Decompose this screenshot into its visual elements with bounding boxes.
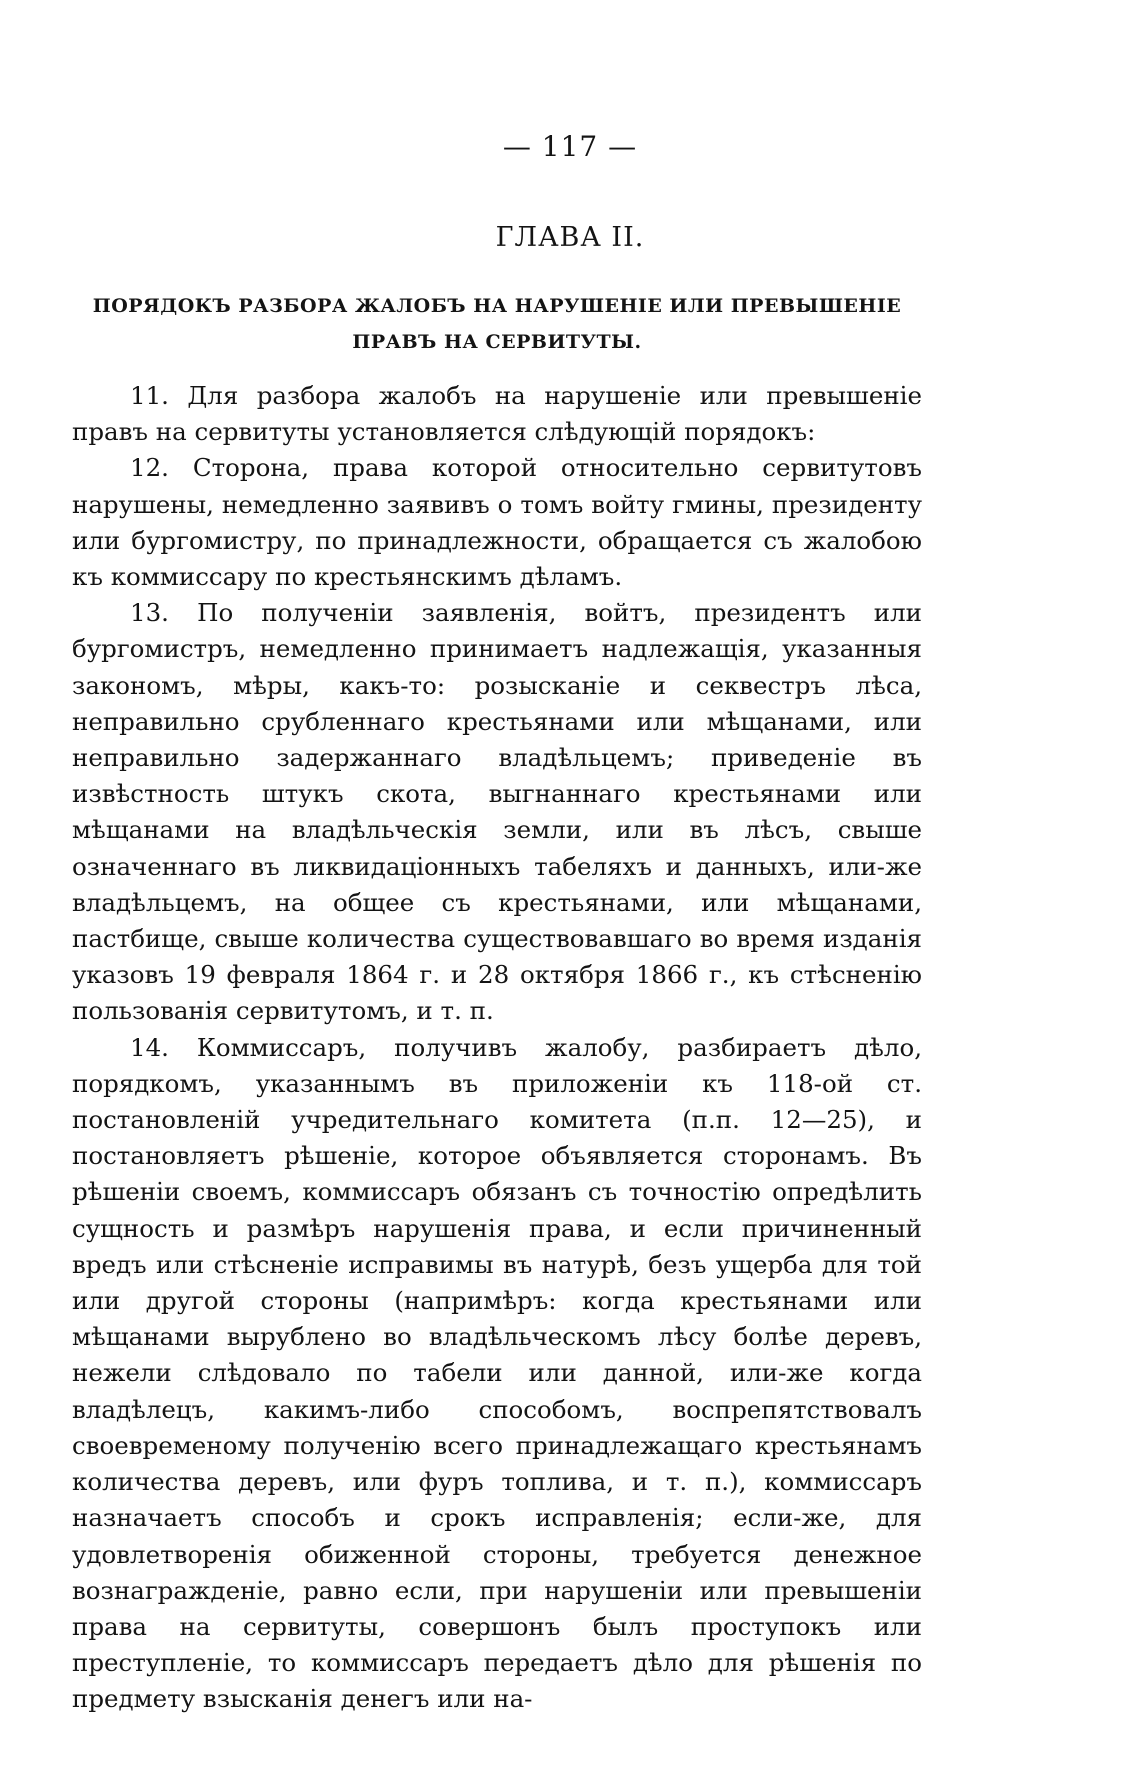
chapter-subtitle: ПОРЯДОКЪ РАЗБОРА ЖАЛОБЪ НА НАРУШЕНІЕ ИЛИ ПРЕВЫШЕНІЕ ПРАВЪ НА СЕРВИТУТЫ. xyxy=(92,295,902,353)
paragraph-12: 12. Сторона, права которой относительно сервитутовъ нарушены, немедленно заявивъ о томъ войту гмины, президенту или бургомистру, по принадлежности, обращается съ жалобою къ коммиссару по крестьянскимъ дѣламъ. xyxy=(72,453,922,592)
paragraph-11: 11. Для разбора жалобъ на нарушеніе или превышеніе правъ на сервитуты установляется слѣдующій порядокъ: xyxy=(72,381,922,447)
chapter-title: ГЛАВА II. xyxy=(495,222,645,253)
body-text xyxy=(72,378,922,1718)
paragraph-13: 13. По полученіи заявленія, войтъ, президентъ или бургомистръ, немедленно принимаетъ надлежащія, указанныя закономъ, мѣры, какъ-то: розысканіе и секвестръ лѣса, неправильно срубленнаго крестьянами или мѣщанами, или неправильно задержаннаго владѣльцемъ; приведеніе въ извѣстность штукъ скота, выгнаннаго крестьянами или мѣщанами на владѣльческія земли, или въ лѣсъ, свыше означеннаго въ ликвидаціонныхъ табеляхъ и данныхъ, или-же владѣльцемъ, на общее съ крестьянами, или мѣщанами, пастбище, свыше количества существовавшаго во время изданія указовъ 19 февраля 1864 г. и 28 октября 1866 г., къ стѣсненію пользованія сервитутомъ, и т. п. xyxy=(72,598,922,1026)
page-number: — 117 — xyxy=(502,130,638,163)
paragraph-14: 14. Коммиссаръ, получивъ жалобу, разбираетъ дѣло, порядкомъ, указаннымъ въ приложеніи къ 118-ой ст. постановленій учредительнаго комитета (п.п. 12—25), и постановляетъ рѣшеніе, которое объявляется сторонамъ. Въ рѣшеніи своемъ, коммиссаръ обязанъ съ точностію опредѣлить сущность и размѣръ нарушенія права, и если причиненный вредъ или стѣсненіе исправимы въ натурѣ, безъ ущерба для той или другой стороны (напримѣръ: когда крестьянами или мѣщанами вырублено во владѣльческомъ лѣсу болѣе деревъ, нежели слѣдовало по табели или данной, или-же когда владѣлецъ, какимъ-либо способомъ, воспрепятствовалъ своевременому полученію всего принадлежащаго крестьянамъ количества деревъ, или фуръ топлива, и т. п.), коммиссаръ назначаетъ способъ и срокъ исправленія; если-же, для удовлетворенія обиженной стороны, требуется денежное вознагражденіе, равно если, при нарушеніи или превышеніи права на сервитуты, совершонъ былъ проступокъ или преступленіе, то коммиссаръ передаетъ дѣло для рѣшенія по предмету взысканія денегъ или на- xyxy=(72,1032,922,1714)
